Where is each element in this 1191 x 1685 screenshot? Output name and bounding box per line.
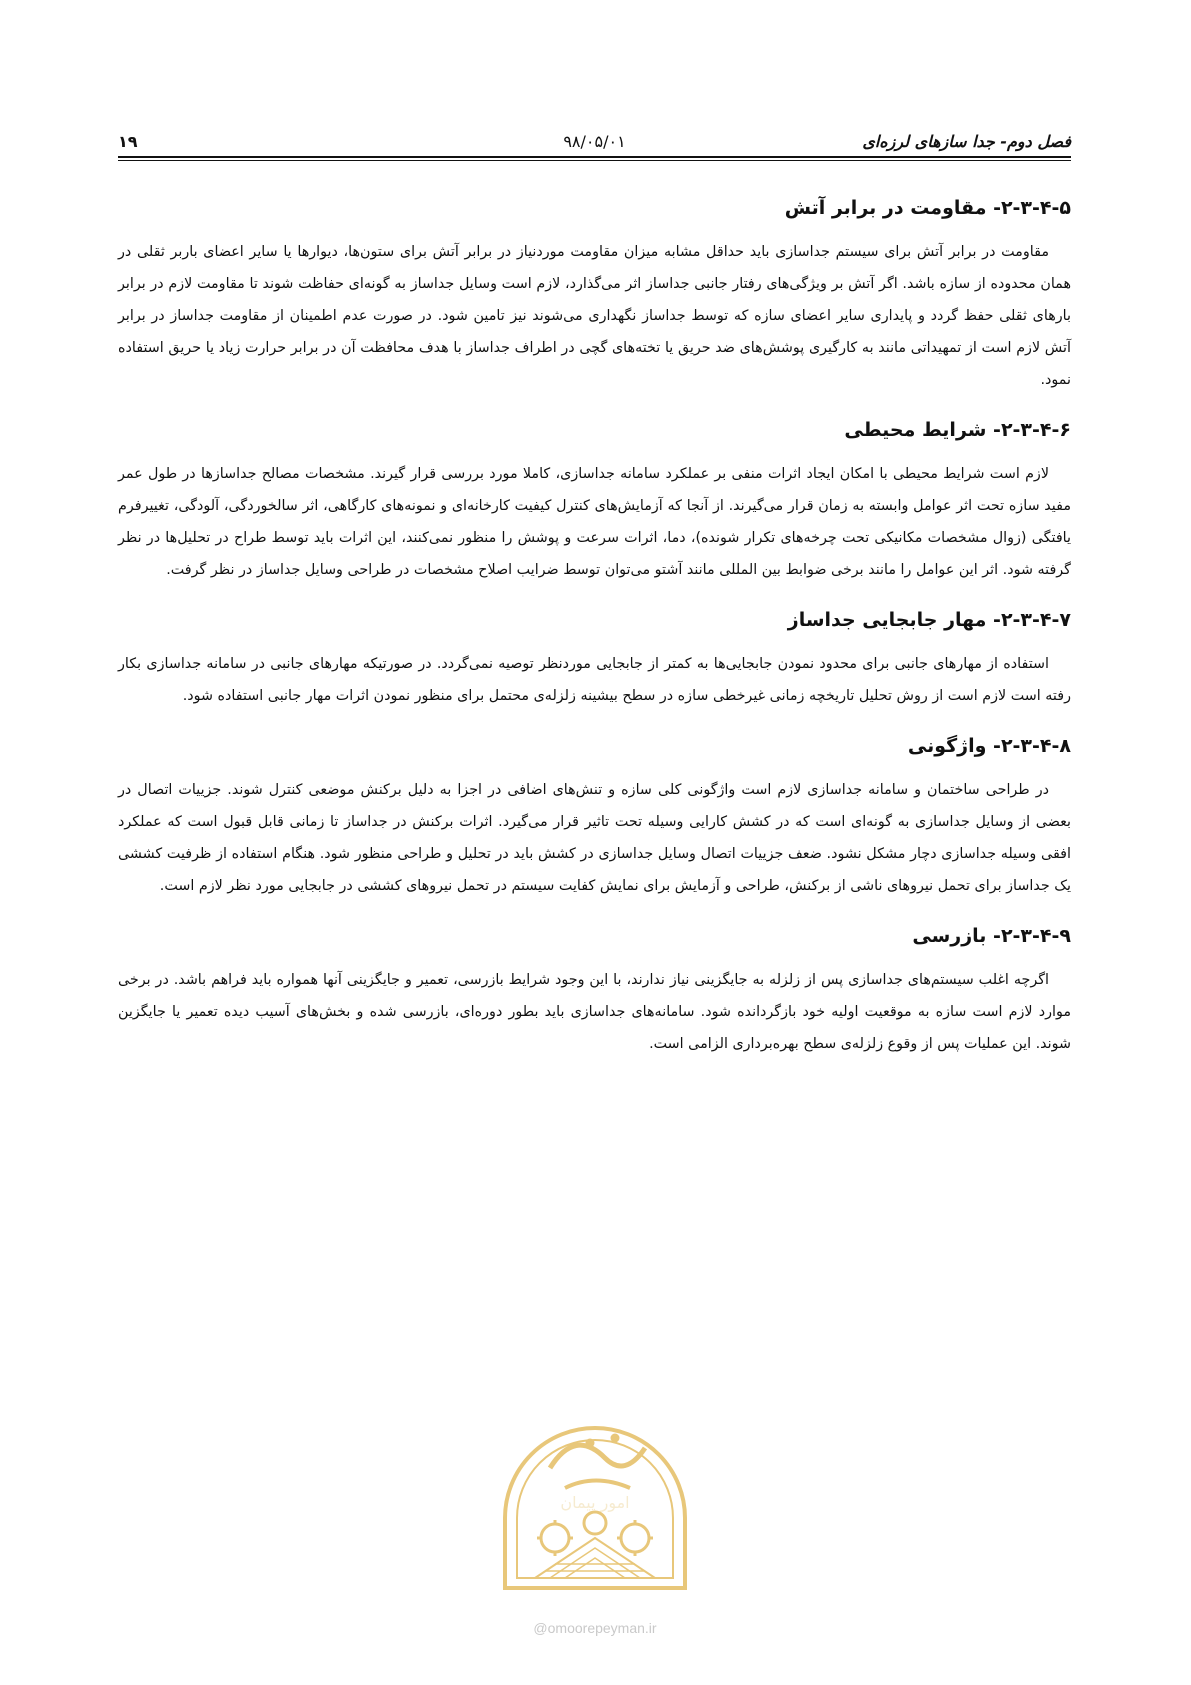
section-environmental-conditions [118, 412, 1071, 586]
section-fire-resistance [118, 190, 1071, 396]
watermark-logo-text: امور پیمان [560, 1493, 630, 1512]
section-inspection [118, 918, 1071, 1060]
header-rule [118, 156, 1071, 158]
section-heading: ۲-۳-۴-۸- واژگونی [907, 735, 1071, 757]
section-overturning [118, 728, 1071, 902]
watermark-caption: @omoorepeyman.ir [533, 1620, 657, 1636]
section-paragraph: لازم است شرایط محیطی با امکان ایجاد اثرات منفی بر عملکرد سامانه جداسازی، کاملا مورد بررسی قرار گیرند. مشخصات مصالح جداسازها در طول عمر مفید سازه تحت اثر عوامل وابسته به زمان قرار می‌گیرند. از آنجا که آزمایش‌های کنترل کیفیت کارخانه‌ای و نمونه‌های کارگاهی، اثر سالخوردگی، آلودگی، تغییرفرم یافتگی (زوال مشخصات مکانیکی تحت چرخه‌های تکرار شونده)، دما، اثرات سرعت و پوشش را منظور نمی‌کنند، این اثرات باید توسط طراح در تحلیل‌ها در نظر گرفته شود. اثر این عوامل را مانند برخی ضوابط بین المللی مانند آشتو می‌توان توسط ضرایب اصلاح مشخصات در طراحی وسایل جداساز در نظر گرفت. [118, 466, 1071, 578]
section-paragraph: استفاده از مهارهای جانبی برای محدود نمودن جابجایی‌ها به کمتر از جابجایی موردنظر توصیه نمی‌گردد. در صورتیکه مهارهای جانبی در سامانه جداسازی بکار رفته است لازم است از روش تحلیل تاریخچه زمانی غیرخطی سازه در سطح بیشینه زلزله‌ی محتمل برای منظور نمودن اثرات مهار جانبی استفاده شود. [118, 656, 1071, 704]
running-header [118, 128, 1071, 156]
section-heading: ۲-۳-۴-۹- بازرسی [912, 925, 1071, 947]
section-paragraph: در طراحی ساختمان و سامانه جداسازی لازم است واژگونی کلی سازه و تنش‌های اضافی در اجزا به دلیل برکنش موضعی کنترل شوند. جزییات اتصال در بعضی از وسایل جداسازی به گونه‌ای است که در کشش کارایی وسیله تحت تاثیر قرار می‌گیرد. اثرات برکنش در جداساز تا زمانی قابل قبول است که عملکرد افقی وسیله جداسازی دچار مشکل نشود. ضعف جزییات اتصال وسایل جداسازی در کشش باید در تحلیل و طراحی منظور شود. هنگام استفاده از ظرفیت کششی یک جداساز برای تحمل نیروهای ناشی از برکنش، طراحی و آزمایش برای نمایش کفایت سیستم در تحمل نیروهای کششی در جابجایی مورد نظر لازم است. [118, 782, 1071, 894]
section-displacement-restraint [118, 602, 1071, 712]
watermark-logo-icon [495, 1388, 695, 1638]
section-heading: ۲-۳-۴-۷- مهار جابجایی جداساز [787, 609, 1071, 631]
header-rule-thin [118, 160, 1071, 161]
header-date: ۹۸/۰۵/۰۱ [563, 132, 626, 151]
section-heading: ۲-۳-۴-۶- شرایط محیطی [844, 419, 1071, 441]
chapter-title: فصل دوم- جدا سازهای لرزه‌ای [862, 132, 1071, 151]
page-number: ۱۹ [118, 132, 138, 151]
section-paragraph: اگرچه اغلب سیستم‌های جداسازی پس از زلزله به جایگزینی نیاز ندارند، با این وجود شرایط بازرسی، تعمیر و جایگزینی آنها همواره باید فراهم باشد. در برخی موارد لازم است سازه به موقعیت اولیه خود بازگردانده شود. سامانه‌های جداسازی باید بطور دوره‌ای، بازرسی شده و بخش‌های آسیب دیده تعمیر یا جایگزین شوند. این عملیات پس از وقوع زلزله‌ی سطح بهره‌برداری الزامی است. [118, 972, 1071, 1052]
section-heading: ۲-۳-۴-۵- مقاومت در برابر آتش [784, 197, 1071, 219]
section-paragraph: مقاومت در برابر آتش برای سیستم جداسازی باید حداقل مشابه میزان مقاومت موردنیاز در برابر آتش برای ستون‌ها، دیوارها یا سایر اعضای باربر ثقلی در همان محدوده از سازه باشد. اگر آتش بر ویژگی‌های رفتار جانبی جداساز اثر می‌گذارد، لازم است وسایل جداساز به گونه‌ای حفاظت شوند تا مقاومت لازم در برابر بارهای ثقلی حفظ گردد و پایداری سایر اعضای سازه که توسط جداساز نگهداری می‌شوند نیز تامین شود. در صورت عدم اطمینان از مقاومت جداساز در برابر آتش لازم است از تمهیداتی مانند به کارگیری پوشش‌های ضد حریق یا تخته‌های گچی در اطراف جداساز با هدف محافظت آن در برابر حرارت زیاد یا حریق استفاده نمود. [118, 244, 1071, 388]
page-content [118, 182, 1071, 1076]
